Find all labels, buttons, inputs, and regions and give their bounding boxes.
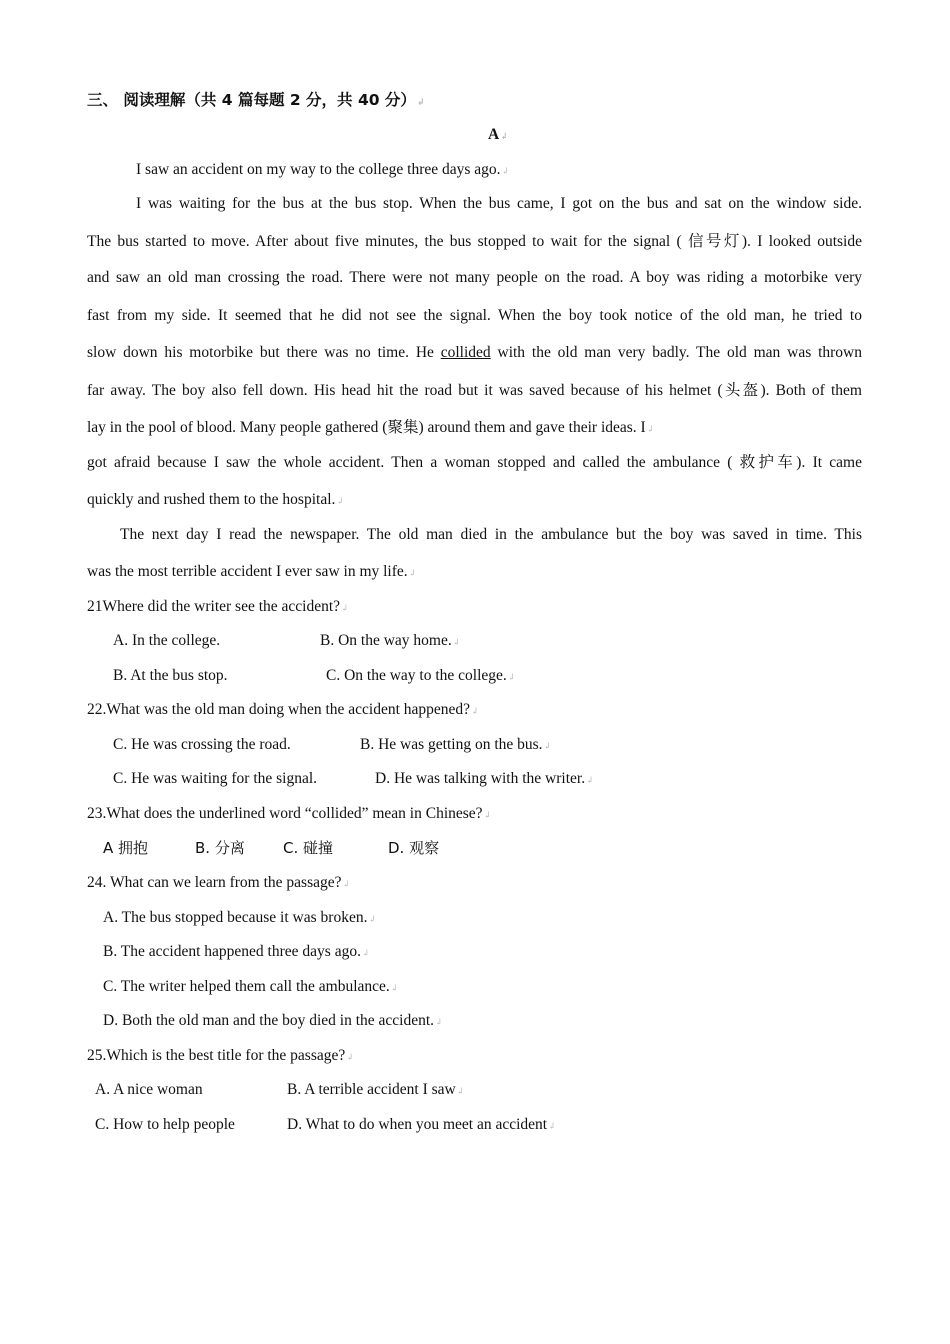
answer-option: C. 碰撞 (283, 839, 334, 857)
answer-option: B. The accident happened three days ago.↲ (103, 943, 370, 960)
answer-option: A. A nice woman (95, 1081, 203, 1098)
passage-line: I was waiting for the bus at the bus stop. When the bus came, I got on the bus and sat on the window side. (136, 195, 862, 212)
passage-line: fast from my side. It seemed that he did not see the signal. When the boy took notice of the old man, he tried to (87, 307, 862, 324)
passage-line: lay in the pool of blood. Many people gathered (聚集) around them and gave their ideas. I↲ (87, 418, 655, 436)
answer-option: B. At the bus stop. (113, 667, 228, 684)
passage-line: and saw an old man crossing the road. There were not many people on the road. A boy was riding a motorbike very (87, 269, 862, 286)
passage-line: The bus started to move. After about five minutes, the bus stopped to wait for the signal ( 信号灯). I looked outside (87, 232, 862, 250)
answer-option: B. 分离 (195, 839, 245, 857)
answer-option: C. He was crossing the road. (113, 736, 291, 753)
passage-line: got afraid because I saw the whole accident. Then a woman stopped and called the ambulance ( 救护车). It came (87, 453, 862, 471)
passage-line: far away. The boy also fell down. His head hit the road but it was saved because of his helmet (头盔). Both of them (87, 381, 862, 399)
passage-line: The next day I read the newspaper. The old man died in the ambulance but the boy was saved in time. This (120, 526, 862, 543)
question-stem: 23.What does the underlined word “collided” mean in Chinese?↲ (87, 805, 492, 822)
answer-option: B. On the way home.↲ (320, 632, 461, 649)
answer-option: B. He was getting on the bus.↲ (360, 736, 552, 753)
answer-option: A 拥抱 (103, 839, 149, 857)
passage-line: quickly and rushed them to the hospital.↲ (87, 491, 344, 508)
question-stem: 24. What can we learn from the passage?↲ (87, 874, 351, 891)
question-stem: 21Where did the writer see the accident?↲ (87, 598, 349, 615)
question-stem: 22.What was the old man doing when the accident happened?↲ (87, 701, 479, 718)
answer-option: D. Both the old man and the boy died in the accident.↲ (103, 1012, 443, 1029)
answer-option: C. How to help people (95, 1116, 235, 1133)
answer-option: B. A terrible accident I saw↲ (287, 1081, 465, 1098)
passage-line: slow down his motorbike but there was no time. He collided with the old man very badly. The old man was thrown (87, 344, 862, 361)
answer-option: C. On the way to the college.↲ (326, 667, 516, 684)
answer-option: D. 观察 (388, 839, 440, 857)
answer-option: A. In the college. (113, 632, 221, 649)
underlined-word: collided (440, 344, 491, 361)
passage-line: I saw an accident on my way to the college three days ago.↲ (136, 161, 510, 178)
answer-option: A. The bus stopped because it was broken.↲ (103, 909, 376, 926)
section-heading: 三、 阅读理解（共 4 篇每题 2 分，共 40 分）↲ (87, 91, 425, 109)
answer-option: D. What to do when you meet an accident↲ (287, 1116, 556, 1133)
answer-option: C. The writer helped them call the ambulance.↲ (103, 978, 399, 995)
passage-line: was the most terrible accident I ever saw in my life.↲ (87, 563, 417, 580)
answer-option: C. He was waiting for the signal. (113, 770, 318, 787)
passage-letter: A↲ (488, 126, 508, 143)
answer-option: D. He was talking with the writer.↲ (375, 770, 594, 787)
question-stem: 25.Which is the best title for the passage?↲ (87, 1047, 354, 1064)
